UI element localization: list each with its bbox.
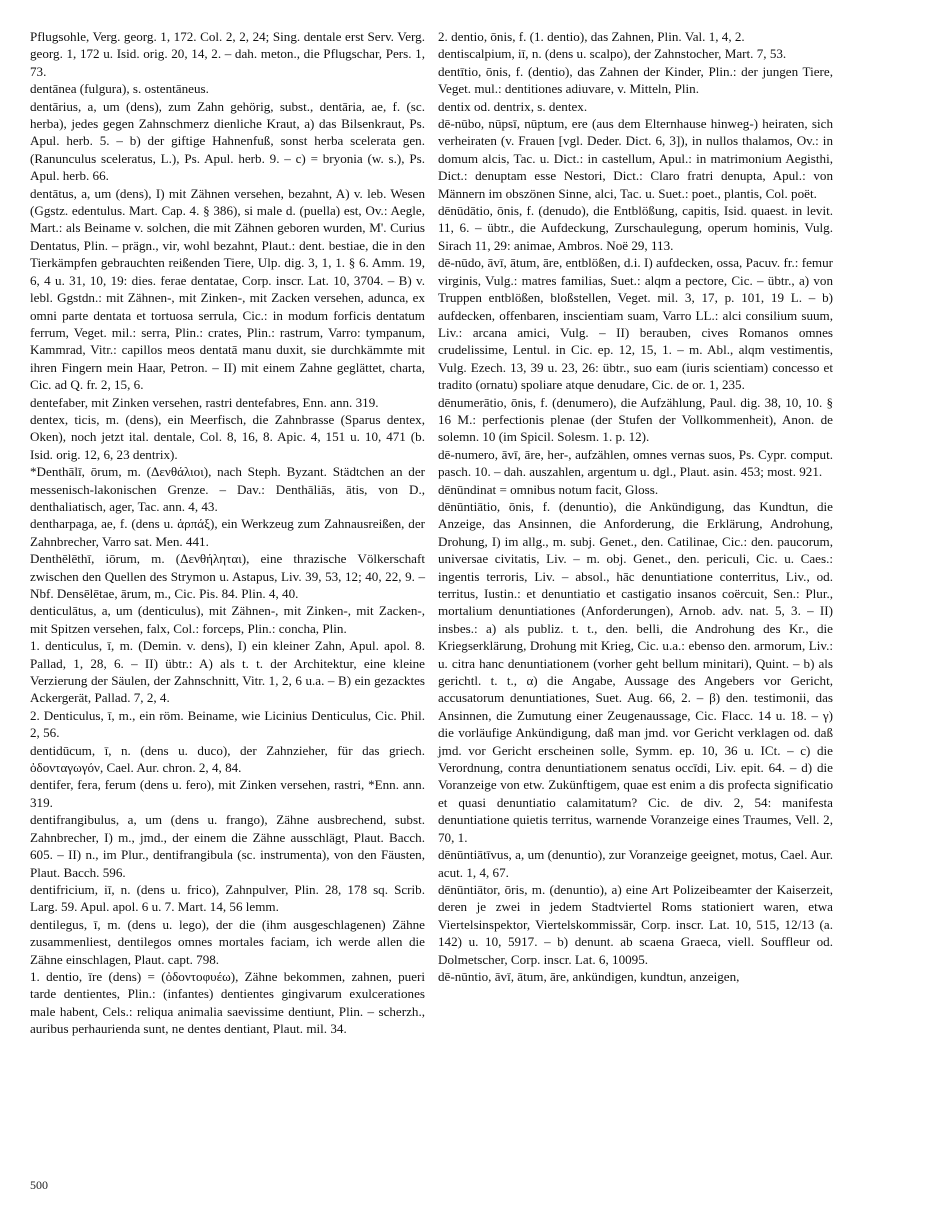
dictionary-entry: dēnūntiātor, ōris, m. (denuntio), a) eine Art Polizeibeamter der Kaiserzeit, deren je zwei in jedem Stadtviertel Roms stationiert waren, etwa Viertelsinspektor, Viertelskommissär, Corp. inscr. Lat. 10, 515, 12/13 (a. 142) u. 10, 5917. – b) denunt. ab scaena Graeca, viell. Souffleur od. Dolmetscher, Corp. inscr. Lat. 6, 10095. <box>438 881 833 967</box>
dictionary-entry: dēnūntiātio, ōnis, f. (denuntio), die Ankündigung, das Kundtun, die Anzeige, das Ansinnen, die Anforderung, die Erklärung, Androhung, Drohung, I) im allg., m. subj. Genet., den. Catilinae, Cic.: den. paucorum, universae civitatis, Liv. – m. obj. Genet., den. periculi, Cic. u. Caes.: ingentis terroris, Liv. – absol., hāc denuntiatione conterritus, Liv., od. territus, Iustin.: et denuntiatio et castigatio insanos coërcuit, Sen.: Plur., mortalium denuntiationes (Anforderungen), Arnob. adv. nat. 5, 3. – II) insbes.: a) als publiz. t. t., den. belli, die Androhung des Kr., die Kriegserklärung, Drohung mit Krieg, Cic. u.a.: ebenso den. armorum, Liv.: u. citra hanc denuntiationem (vorher geht bellum minitari), Quint. – b) als gerichtl. t. t., α) die Angabe, Aussage des Angebers vor Gericht, accusatorum denuntiationes, Suet. Aug. 66, 2. – β) den. testimonii, das Ansinnen, die Zumutung einer Zeugenaussage, Cic. Flacc. 14 u. 18. – γ) die vorläufige Ankündigung, daß man jmd. vor Gericht verklagen od. daß jmd. vor Gericht erscheinen solle, Symm. ep. 10, 36 u. ICt. – c) die Verordnung, contra denuntiationem senatus occīdi, Liv. epit. 64. – d) die Voranzeige von etw. Zukünftigem, quae est enim a dis profecta significatio et quasi denuntiatio calamitatum? Cic. de div. 2, 54: manifesta denuntiatione quietis territus, warnende Voranzeige eines Traumes, Vell. 2, 70, 1. <box>438 498 833 845</box>
left-column <box>30 28 425 1038</box>
dictionary-entry: Denthēlēthī, iōrum, m. (Δενθήληται), eine thrazische Völkerschaft zwischen den Quellen des Strymon u. Astapus, Liv. 39, 53, 12; 40, 22, 9. – Nbf. Densēlētae, ārum, m., Cic. Pis. 84. Plin. 4, 40. <box>30 551 425 601</box>
dictionary-entry: dentānea (fulgura), s. ostentāneus. <box>30 81 209 97</box>
dictionary-entry: dentharpaga, ae, f. (dens u. ἁρπάξ), ein Werkzeug zum Zahnausreißen, der Zahnbrecher, Varro sat. Men. 441. <box>30 516 425 549</box>
dictionary-entry: dēnumerātio, ōnis, f. (denumero), die Aufzählung, Paul. dig. 38, 10, 10. § 16 M.: perfectionis plenae (der Stufen der Vollkommenheit), Anon. de solemn. 10 (im Spicil. Solesm. 1. p. 12). <box>438 394 833 445</box>
dictionary-entry: dēnūdātio, ōnis, f. (denudo), die Entblößung, capitis, Isid. quaest. in levit. 11, 6. – übtr., die Aufdeckung, Zurschaulegung, operum hominis, Vulg. Sirach 11, 29: animae, Ambros. Noë 29, 113. <box>438 203 833 253</box>
dictionary-entry: dentiscalpium, iī, n. (dens u. scalpo), der Zahnstocher, Mart. 7, 53. <box>438 46 787 62</box>
dictionary-entry: dentidūcum, ī, n. (dens u. duco), der Zahnzieher, für das griech. ὀδονταγωγόν, Cael. Aur. chron. 2, 4, 84. <box>30 742 425 776</box>
dictionary-entry: dēnūndinat = omnibus notum facit, Gloss. <box>438 481 659 497</box>
dictionary-entry: dentītio, ōnis, f. (dentio), das Zahnen der Kinder, Plin.: der jungen Tiere, Veget. mul.: dentitiones adiuvare, v. Mitteln, Plin. <box>438 63 833 97</box>
dictionary-entry: 2. dentio, ōnis, f. (1. dentio), das Zahnen, Plin. Val. 1, 4, 2. <box>438 29 745 44</box>
dictionary-entry: dentātus, a, um (dens), I) mit Zähnen versehen, bezahnt, A) v. leb. Wesen (Ggstz. edentulus. Mart. Cap. 4. § 386), si male d. (puella) est, Ov.: Aegle, Mart.: als Beiname v. solchen, die mit Zähnen geboren wurden, M'. Curius Dentatus, Plin. – prägn., vir, wohl bezahnt, Plaut.: dent. bestiae, die in den Tierkämpfen gebrauchten reißenden Tiere, Ulp. dig. 3, 1, 1. § 6. Amm. 19, 6, 4 u. 31, 10, 19: dies. ferae dentatae, Corp. inscr. Lat. 10, 3704. – B) v. lebl. Ggstdn.: mit Zähnen-, mit Zinken-, mit Zacken versehen, adunca, ex omni parte dentata et tortuosa serrula, Cic.: in modum forficis dentatum ferrum, Veget. mil.: serra, Plin.: crates, Plin.: rastrum, Varro: tympanum, Kammrad, Vitr.: capillos meos dentatā manu duxit, sie durchkämmte mit ihren Fingern mein Haar, Petron. – II) mit einem Zahne geglättet, charta, Cic. ad Q. fr. 2, 15, 6. <box>30 185 425 393</box>
dictionary-entry: dentix od. dentrix, s. dentex. <box>438 98 588 114</box>
dictionary-entry: 2. Denticulus, ī, m., ein röm. Beiname, wie Licinius Denticulus, Cic. Phil. 2, 56. <box>30 707 425 741</box>
dictionary-entry: dentefaber, mit Zinken versehen, rastri dentefabres, Enn. ann. 319. <box>30 394 379 410</box>
dictionary-entry: Pflugsohle, Verg. georg. 1, 172. Col. 2, 2, 24; Sing. dentale erst Serv. Verg. georg. 1, 172 u. Isid. orig. 20, 14, 2. – dah. meton., die Pflugschar, Pers. 1, 73. <box>30 29 425 79</box>
right-column <box>438 28 833 985</box>
dictionary-entry: dē-nūbo, nūpsī, nūptum, ere (aus dem Elternhause hinweg-) heiraten, sich verheiraten (v. Frauen [vgl. Deder. Dict. 6, 3]), in nullos thalamos, Ov.: in domum alcis, Tac. u. Dict.: in castellum, Apul.: in matrimonium Aegisthi, Dict.: denuptam esse Nestori, Dict.: Claro fratri denupta, Apul.: von Männern im obszönen Sinne, alci, Tac. u. Suet.: poet., plantis, Col. poët. <box>438 116 833 201</box>
dictionary-entry: 1. dentio, īre (dens) = (ὀδοντοφυέω), Zähne bekommen, zahnen, pueri tarde dentientes, Plin.: (infantes) dentientes gingivarum exulcerationes male habent, Cels.: reliqua animalia saevissime dentiunt, Plin. – scherzh., auribus perhaurienda sunt, ne dentes dentiant, Plaut. mil. 34. <box>30 968 425 1037</box>
dictionary-entry: 1. denticulus, ī, m. (Demin. v. dens), I) ein kleiner Zahn, Apul. apol. 8. Pallad, 1, 28, 6. – II) übtr.: A) als t. t. der Architektur, eine kleine Verzierung der Säulen, der Zahnschnitt, Vitr. 1, 2, 6 u.a. – B) ein gezacktes Ackergerät, Pallad. 7, 2, 4. <box>30 638 425 706</box>
dictionary-entry: dentārius, a, um (dens), zum Zahn gehörig, subst., dentāria, ae, f. (sc. herba), jedes gegen Zahnschmerz dienliche Kraut, a) das Bilsenkraut, Ps. Apul. herb. 5. – b) der giftige Hahnenfuß, sonst herba scelerata gen. (Ranunculus sceleratus, L.), Ps. Apul. herb. 9. – c) = bryonia (w. s.), Ps. Apul. herb. 66. <box>30 98 425 184</box>
dictionary-entry: dē-nūdo, āvī, ātum, āre, entblößen, d.i. I) aufdecken, ossa, Pacuv. fr.: femur virginis, Vulg.: matres familias, Suet.: alqm a pectore, Cic. – übtr., a) von Truppen entblößen, bloßstellen, Veget. mil. 3, 17, p. 101, 19 L. – b) aufdecken, offenbaren, inscientiam suam, Varro LL.: alci consilium suum, Liv.: arcana amici, Vulg. – II) berauben, cives Romanos omnes crudelissime, Lentul. in Cic. ep. 12, 15, 1. – m. Abl., alqm vestimentis, Vulg. Ezech. 13, 39 u. 23, 26: übtr., suo eam (iuris scientiam) concesso et tradito (ornatu) spoliare atque denudare, Cic. de or. 1, 235. <box>438 255 833 393</box>
dictionary-entry: dentex, ticis, m. (dens), ein Meerfisch, die Zahnbrasse (Sparus dentex, Oken), noch jetzt ital. dentale, Col. 8, 16, 8. Apic. 4, 151 u. 10, 471 (b. Isid. orig. 12, 6, 23 dentrix). <box>30 411 425 462</box>
dictionary-entry: dentifrangibulus, a, um (dens u. frango), Zähne ausbrechend, subst. Zahnbrecher, I) m., jmd., der einem die Zähne ausschlägt, Plaut. Bacch. 605. – II) n., im Plur., dentifrangibula (sc. instrumenta), von den Fäusten, Plaut. Bacch. 596. <box>30 812 425 880</box>
dictionary-entry: dē-nūntio, āvī, ātum, āre, ankündigen, kundtun, anzeigen, <box>438 968 740 984</box>
dictionary-entry: dentifer, fera, ferum (dens u. fero), mit Zinken versehen, rastri, *Enn. ann. 319. <box>30 777 425 810</box>
dictionary-entry: dentifricium, iī, n. (dens u. frico), Zahnpulver, Plin. 28, 178 sq. Scrib. Larg. 59. Apul. apol. 6 u. 7. Mart. 14, 56 lemm. <box>30 881 425 915</box>
dictionary-entry: dē-numero, āvī, āre, her-, aufzählen, omnes vernas suos, Ps. Cypr. comput. pasch. 10. – dah. auszahlen, argentum u. dgl., Plaut. asin. 453; most. 921. <box>438 446 833 480</box>
dictionary-entry: dentilegus, ī, m. (dens u. lego), der die (ihm ausgeschlagenen) Zähne zusammenliest, dentilegos omnes mortales faciam, ich werde allen die Zähne einschlagen, Plaut. capt. 798. <box>30 916 425 967</box>
page-number: 500 <box>30 1178 48 1192</box>
dictionary-entry: denticulātus, a, um (denticulus), mit Zähnen-, mit Zinken-, mit Zacken-, mit Spitzen versehen, falx, Col.: forceps, Plin.: concha, Plin. <box>30 603 425 636</box>
dictionary-entry: *Denthālī, ōrum, m. (Δενθάλιοι), nach Steph. Byzant. Städtchen an der messenisch-lakonischen Grenze. – Dav.: Denthāliās, ātis, von D., denthaliatisch, ager, Tac. ann. 4, 43. <box>30 464 425 514</box>
dictionary-entry: dēnūntiātīvus, a, um (denuntio), zur Voranzeige geeignet, motus, Cael. Aur. acut. 1, 4, 67. <box>438 847 833 880</box>
